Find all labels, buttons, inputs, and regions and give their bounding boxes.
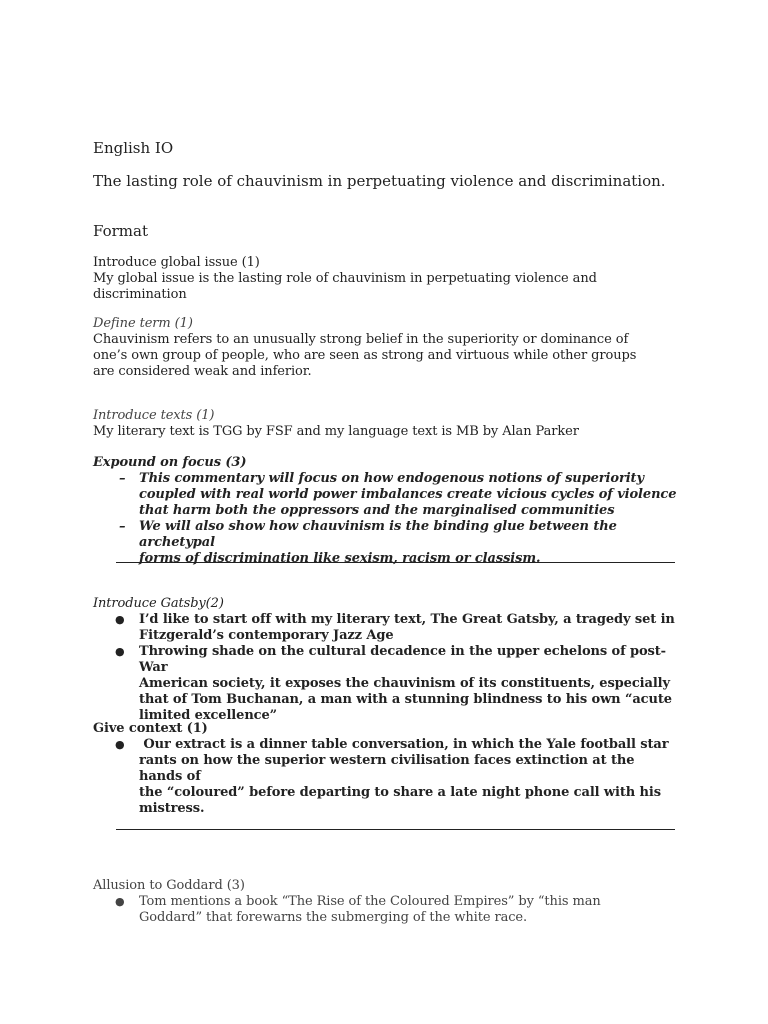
list-item-line: rants on how the superior western civilisation faces extinction at the hands of bbox=[139, 753, 635, 784]
list-item bbox=[93, 519, 679, 567]
section-divider bbox=[116, 829, 675, 830]
list-item-line: Our extract is a dinner table conversation, in which the Yale football star bbox=[139, 737, 669, 752]
format-heading: Format bbox=[93, 222, 148, 240]
list-item-line: that harm both the oppressors and the marginalised communities bbox=[139, 503, 615, 518]
list-item bbox=[93, 894, 679, 926]
section-divider bbox=[116, 562, 675, 563]
bullet-marker: ● bbox=[115, 738, 125, 751]
definition-line: Chauvinism refers to an unusually strong belief in the superiority or dominance of bbox=[93, 332, 629, 347]
list-item bbox=[93, 471, 679, 519]
list-item-line: We will also show how chauvinism is the binding glue between the archetypal bbox=[139, 519, 617, 550]
thesis-statement: The lasting role of chauvinism in perpetuating violence and discrimination. bbox=[93, 172, 666, 190]
define-term-heading: Define term (1) bbox=[93, 316, 193, 331]
bullet-marker: ● bbox=[115, 645, 125, 658]
gatsby-heading: Introduce Gatsby(2) bbox=[93, 596, 224, 611]
list-item-line: that of Tom Buchanan, a man with a stunning blindness to his own “acute bbox=[139, 692, 672, 707]
definition-line: one’s own group of people, who are seen as strong and virtuous while other groups bbox=[93, 348, 637, 363]
list-item-line: Goddard” that forewarns the submerging of the white race. bbox=[139, 910, 528, 925]
list-item bbox=[93, 612, 679, 644]
list-item-line: limited excellence” bbox=[139, 708, 278, 723]
list-item-line: Fitzgerald’s contemporary Jazz Age bbox=[139, 628, 394, 643]
list-item-line: mistress. bbox=[139, 801, 205, 816]
intro-issue-heading: Introduce global issue (1) bbox=[93, 255, 260, 270]
list-item-line: Throwing shade on the cultural decadence in the upper echelons of post-War bbox=[139, 644, 666, 675]
list-item bbox=[93, 737, 679, 817]
intro-issue-line: My global issue is the lasting role of chauvinism in perpetuating violence and bbox=[93, 271, 597, 286]
intro-texts-line: My literary text is TGG by FSF and my language text is MB by Alan Parker bbox=[93, 424, 579, 439]
course-title: English IO bbox=[93, 139, 174, 157]
list-item-line: American society, it exposes the chauvinism of its constituents, especially bbox=[139, 676, 670, 691]
context-list bbox=[93, 737, 679, 817]
bullet-marker: ● bbox=[115, 895, 125, 908]
allusion-list bbox=[93, 894, 679, 926]
context-heading: Give context (1) bbox=[93, 721, 208, 736]
list-item-line: forms of discrimination like sexism, racism or classism. bbox=[139, 551, 541, 566]
list-item bbox=[93, 644, 679, 724]
dash-marker: – bbox=[119, 471, 126, 486]
list-item-line: the “coloured” before departing to share a late night phone call with his bbox=[139, 785, 661, 800]
allusion-heading: Allusion to Goddard (3) bbox=[93, 878, 245, 893]
expound-heading: Expound on focus (3) bbox=[93, 455, 247, 470]
intro-texts-heading: Introduce texts (1) bbox=[93, 408, 215, 423]
intro-issue-line: discrimination bbox=[93, 287, 187, 302]
definition-line: are considered weak and inferior. bbox=[93, 364, 312, 379]
list-item-line: Tom mentions a book “The Rise of the Coloured Empires” by “this man bbox=[139, 894, 601, 909]
list-item-line: This commentary will focus on how endogenous notions of superiority bbox=[139, 471, 644, 486]
dash-marker: – bbox=[119, 519, 126, 534]
list-item-line: I’d like to start off with my literary text, The Great Gatsby, a tragedy set in bbox=[139, 612, 675, 627]
gatsby-list bbox=[93, 612, 679, 724]
bullet-marker: ● bbox=[115, 613, 125, 626]
list-item-line: coupled with real world power imbalances create vicious cycles of violence bbox=[139, 487, 677, 502]
expound-list bbox=[93, 471, 679, 567]
